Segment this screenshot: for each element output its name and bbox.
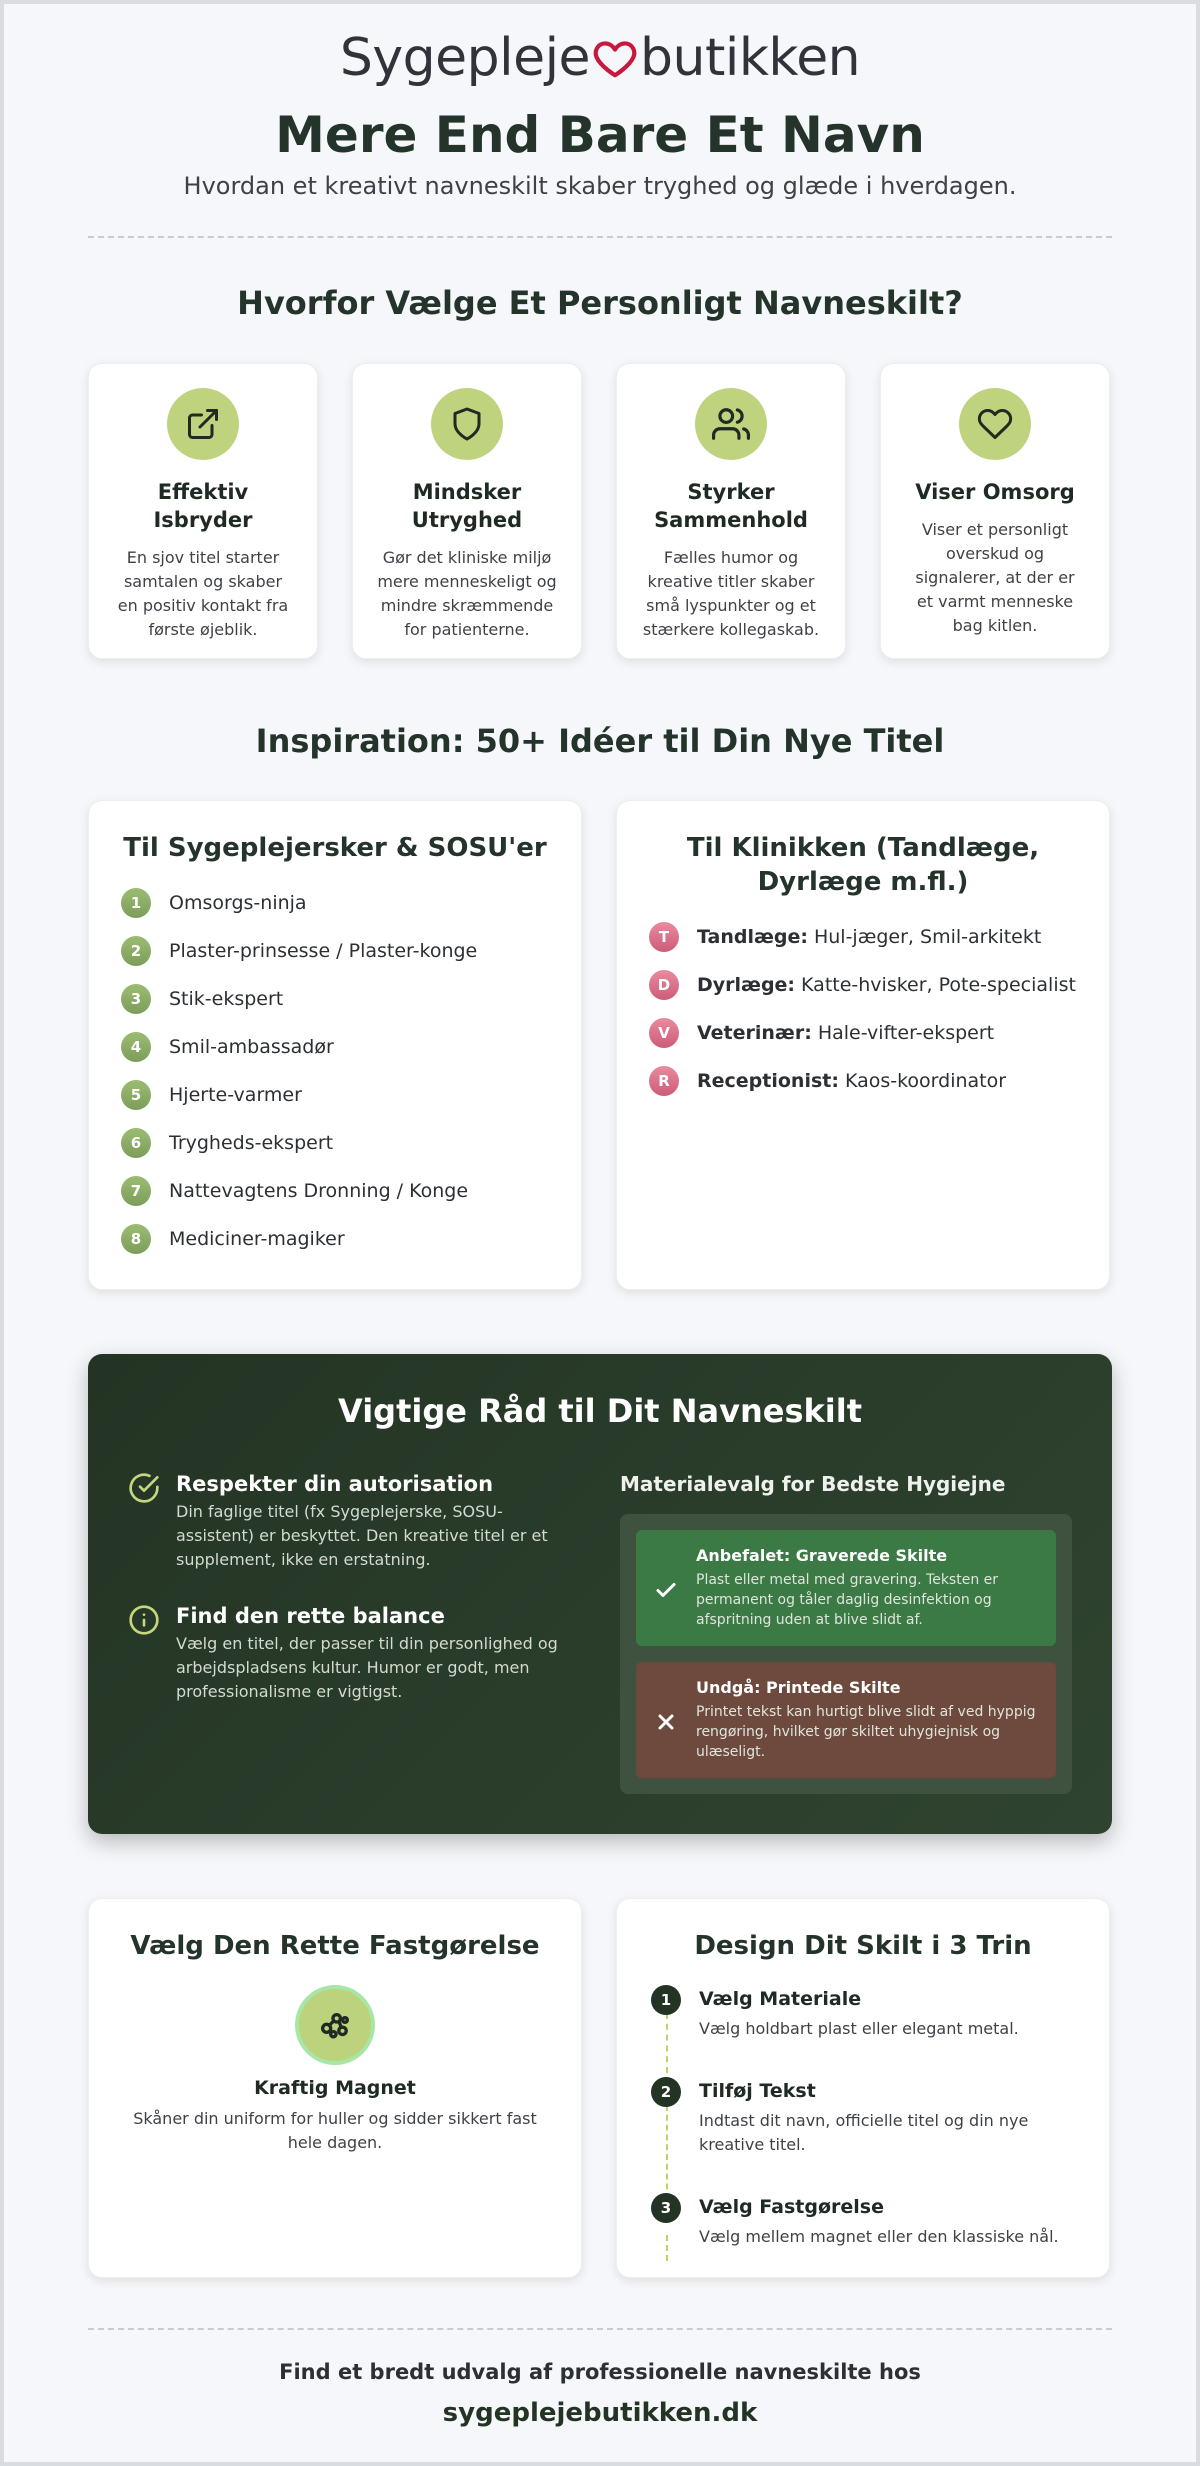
list-item (89, 1167, 581, 1215)
feature-card (352, 363, 582, 659)
role-label: Tandlæge: (697, 926, 808, 948)
option-title: Undgå: Printede Skilte (696, 1678, 901, 1697)
feature-text: En sjov titel starter samtalen og skaber en positiv kontakt fra første øjeblik. (117, 548, 289, 639)
brand-part2: butikken (640, 28, 861, 88)
letter-badge: V (649, 1018, 679, 1048)
list-item-text: Trygheds-ekspert (169, 1132, 334, 1154)
advice-panel (88, 1354, 1112, 1834)
number-badge: 2 (121, 936, 151, 966)
fastening-title: Vælg Den Rette Fastgørelse (130, 1931, 540, 1961)
tip-text: Vælg en titel, der passer til din personlighed og arbejdspladsens kultur. Humor er godt, men professionalisme er vigtigst. (176, 1634, 558, 1701)
role-label: Veterinær: (697, 1022, 812, 1044)
feature-text: Viser et personligt overskud og signalerer, at der er et varmt menneske bag kitlen. (915, 520, 1075, 635)
step-text: Indtast dit navn, officielle titel og din nye kreative titel. (699, 2111, 1029, 2154)
feature-text: Fælles humor og kreative titler skaber små lyspunkter og et stærkere kollegaskab. (642, 548, 820, 639)
list-title: Til Sygeplejersker & SOSU'er (123, 833, 547, 863)
page-subtitle: Hvordan et kreativt navneskilt skaber tryghed og glæde i hverdagen. (183, 172, 1017, 200)
number-badge: 6 (121, 1128, 151, 1158)
feature-text: Gør det kliniske miljø mere menneskeligt og mindre skræmmende for patienterne. (377, 548, 557, 639)
feature-title: Mindsker Utryghed (411, 480, 523, 532)
magnet-icon (295, 1985, 375, 2065)
list-item (617, 913, 1109, 961)
step-1 (651, 1985, 1081, 2041)
option-title: Anbefalet: Graverede Skilte (696, 1546, 948, 1565)
list-item-text: Mediciner-magiker (169, 1228, 345, 1250)
fastening-option-text: Skåner din uniform for huller og sidder sikkert fast hele dagen. (133, 2109, 537, 2152)
list-item (89, 1071, 581, 1119)
tip-authorization (128, 1472, 578, 1572)
feature-title: Viser Omsorg (915, 480, 1075, 504)
avoid-option (636, 1662, 1056, 1778)
list-item-text: Smil-ambassadør (169, 1036, 334, 1058)
clinic-list-card (616, 800, 1110, 1290)
info-circle-icon (128, 1604, 160, 1636)
fastening-card (88, 1898, 582, 2278)
number-badge: 1 (121, 888, 151, 918)
fastening-option-title: Kraftig Magnet (254, 2077, 416, 2099)
list-title: Til Klinikken (Tandlæge, Dyrlæge m.fl.) (686, 833, 1040, 897)
tip-title: Find den rette balance (176, 1604, 445, 1628)
heart-logo-icon (592, 35, 638, 81)
role-label: Receptionist: (697, 1070, 839, 1092)
list-item (89, 879, 581, 927)
clinic-list (617, 913, 1109, 1105)
design-title: Design Dit Skilt i 3 Trin (694, 1931, 1032, 1961)
design-steps-card (616, 1898, 1110, 2278)
list-item-text: Hale-vifter-ekspert (817, 1022, 995, 1044)
step-2 (651, 2077, 1081, 2157)
feature-card (880, 363, 1110, 659)
number-badge: 8 (121, 1224, 151, 1254)
number-badge: 7 (121, 1176, 151, 1206)
step-number: 1 (651, 1985, 681, 2015)
option-text: Printet tekst kan hurtigt blive slidt af ved hyppig rengøring, hvilket gør skiltet uhygiejnisk og ulæseligt. (696, 1704, 1036, 1760)
inspiration-title: Inspiration: 50+ Idéer til Din Nye Titel (255, 722, 945, 760)
users-icon (695, 388, 767, 460)
list-item (617, 1057, 1109, 1105)
page-title: Mere End Bare Et Navn (275, 106, 925, 164)
letter-badge: D (649, 970, 679, 1000)
list-item-text: Plaster-prinsesse / Plaster-konge (169, 940, 478, 962)
tip-title: Respekter din autorisation (176, 1472, 494, 1496)
check-circle-icon (128, 1472, 160, 1504)
feature-title: Effektiv Isbryder (153, 480, 253, 532)
list-item-text: Hjerte-varmer (169, 1084, 302, 1106)
feature-title: Styrker Sammenhold (654, 480, 808, 532)
list-item-text: Stik-ekspert (169, 988, 284, 1010)
number-badge: 4 (121, 1032, 151, 1062)
number-badge: 3 (121, 984, 151, 1014)
list-item-text: Kaos-koordinator (844, 1070, 1007, 1092)
letter-badge: T (649, 922, 679, 952)
list-item (89, 1023, 581, 1071)
heart-icon (959, 388, 1031, 460)
step-number: 2 (651, 2077, 681, 2107)
advice-title: Vigtige Råd til Dit Navneskilt (338, 1392, 862, 1430)
footer-text: Find et bredt udvalg af professionelle navneskilte hos (279, 2360, 921, 2384)
external-link-icon (167, 388, 239, 460)
list-item (89, 1215, 581, 1263)
step-title: Vælg Materiale (699, 1988, 862, 2010)
step-3 (651, 2193, 1081, 2249)
list-item-text: Katte-hvisker, Pote-specialist (801, 974, 1076, 996)
list-item (89, 975, 581, 1023)
step-text: Vælg mellem magnet eller den klassiske nål. (699, 2227, 1059, 2246)
step-title: Tilføj Tekst (699, 2080, 816, 2102)
tip-text: Din faglige titel (fx Sygeplejerske, SOSU-assistent) er beskyttet. Den kreative titel er et supplement, ikke en erstatning. (176, 1502, 548, 1569)
list-item (89, 927, 581, 975)
option-text: Plast eller metal med gravering. Teksten er permanent og tåler daglig desinfektion og afspritning uden at blive slidt af. (696, 1572, 999, 1628)
feature-card (88, 363, 318, 659)
why-section-title: Hvorfor Vælge Et Personligt Navneskilt? (237, 284, 963, 322)
material-box (620, 1514, 1072, 1794)
material-title: Materialevalg for Bedste Hygiejne (620, 1472, 1006, 1496)
check-icon (654, 1578, 678, 1602)
list-item (89, 1119, 581, 1167)
step-number: 3 (651, 2193, 681, 2223)
list-item (617, 961, 1109, 1009)
nurses-list (89, 879, 581, 1263)
footer-link[interactable]: sygeplejebutikken.dk (442, 2398, 758, 2428)
list-item-text: Nattevagtens Dronning / Konge (169, 1180, 469, 1202)
divider (88, 236, 1112, 238)
step-text: Vælg holdbart plast eller elegant metal. (699, 2019, 1019, 2038)
number-badge: 5 (121, 1080, 151, 1110)
brand-logo[interactable] (0, 28, 1200, 88)
list-item-text: Hul-jæger, Smil-arkitekt (813, 926, 1042, 948)
tip-balance (128, 1604, 578, 1704)
step-title: Vælg Fastgørelse (699, 2196, 884, 2218)
recommended-option (636, 1530, 1056, 1646)
shield-icon (431, 388, 503, 460)
brand-part1: Sygepleje (339, 28, 591, 88)
footer-divider (88, 2328, 1112, 2330)
role-label: Dyrlæge: (697, 974, 796, 996)
nurses-list-card (88, 800, 582, 1290)
list-item-text: Omsorgs-ninja (169, 892, 307, 914)
list-item (617, 1009, 1109, 1057)
letter-badge: R (649, 1066, 679, 1096)
feature-card (616, 363, 846, 659)
cross-icon (654, 1710, 678, 1734)
